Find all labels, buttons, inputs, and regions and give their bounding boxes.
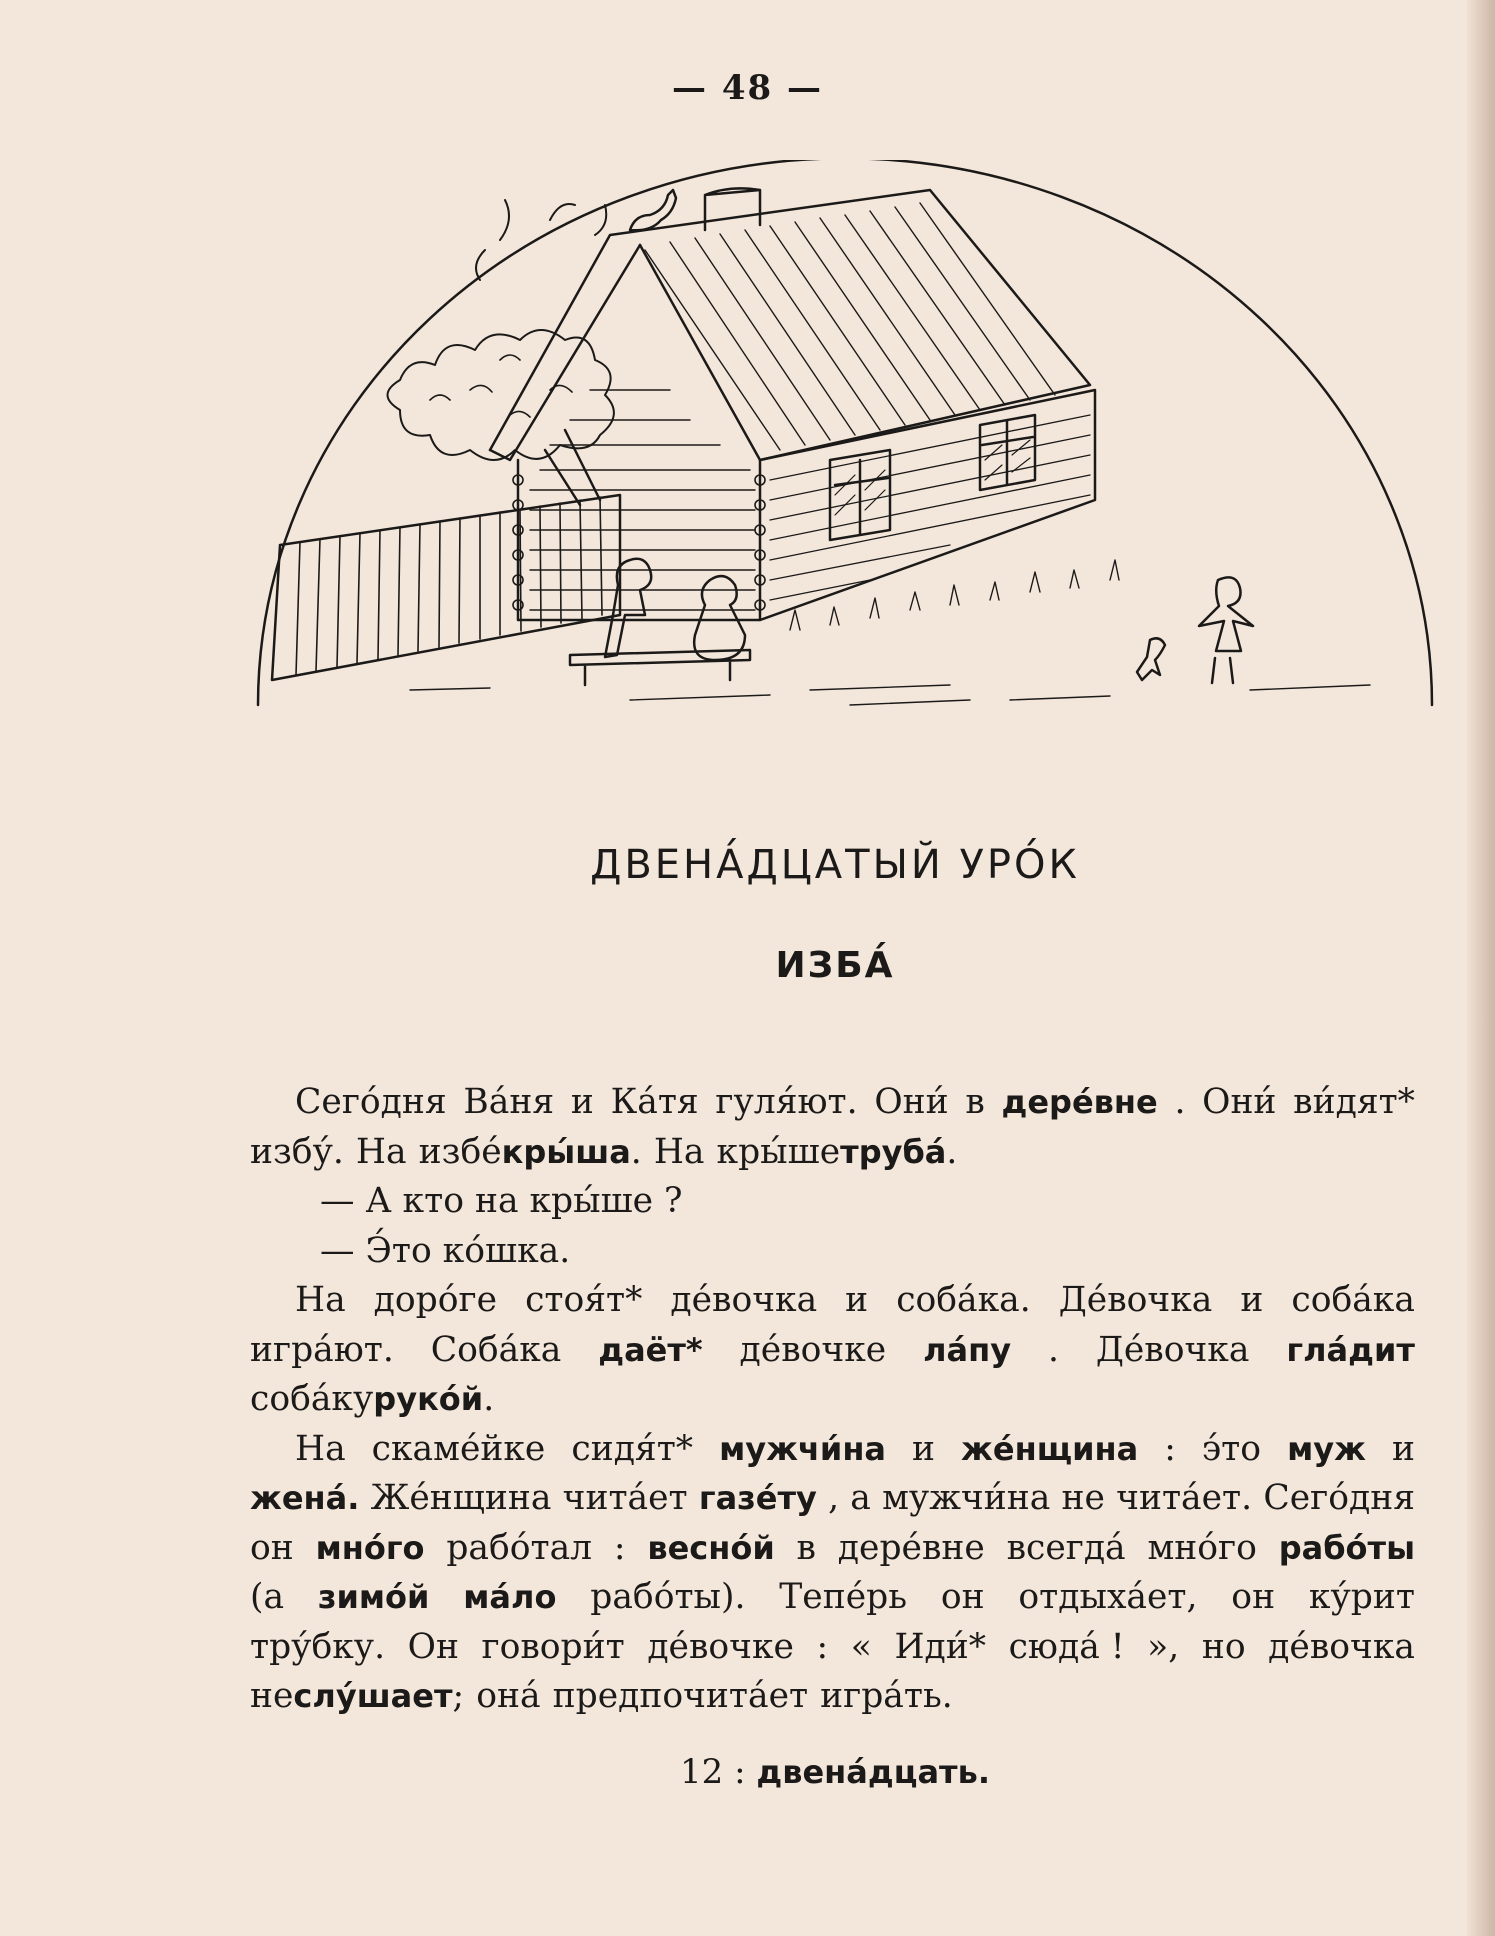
bold-word: же́нщина: [961, 1429, 1139, 1468]
bold-word: муж: [1287, 1429, 1366, 1468]
word: :: [613, 1527, 626, 1568]
word: но: [1201, 1626, 1246, 1667]
word: отдыха́ет,: [1018, 1577, 1198, 1617]
word: сюда́ !: [1008, 1626, 1125, 1667]
word: тру́бку.: [250, 1626, 386, 1667]
word: .: [630, 1131, 642, 1172]
bold-word: рабо́ты: [1278, 1528, 1415, 1567]
word: .: [483, 1379, 495, 1419]
word: и: [1391, 1428, 1415, 1469]
word: Он: [407, 1626, 459, 1667]
word: рабо́ты).: [590, 1577, 746, 1617]
word: доро́ге: [373, 1280, 498, 1320]
word: Тепе́рь: [779, 1577, 907, 1617]
numeral-word: двена́дцать.: [756, 1753, 990, 1791]
text-line: [250, 1078, 1415, 1128]
word: де́вочке: [739, 1329, 887, 1370]
text-line: [250, 1524, 1415, 1574]
text-line: [250, 1375, 1415, 1425]
word: Де́вочка: [1095, 1329, 1250, 1370]
bold-word: зимо́й: [317, 1578, 430, 1616]
word: (а: [250, 1577, 285, 1617]
word: «: [850, 1626, 872, 1667]
word: :: [1164, 1428, 1176, 1469]
bold-word: жена́.: [250, 1479, 360, 1517]
lesson-subtitle: ИЗБА́: [775, 945, 895, 986]
numeral-digit: 12 :: [680, 1752, 746, 1792]
text-line: [250, 1425, 1415, 1475]
bold-word: дере́вне: [1001, 1083, 1158, 1121]
word: соба́ку: [250, 1379, 374, 1419]
word: ,: [828, 1478, 840, 1518]
word: — А кто на кры́ше ?: [320, 1181, 683, 1221]
word: она́: [476, 1676, 541, 1716]
bold-word: весно́й: [647, 1528, 775, 1567]
word: — Э́то ко́шка.: [320, 1230, 571, 1271]
word: избу́.: [250, 1131, 344, 1172]
bold-word: слу́шает: [293, 1677, 453, 1715]
numeral-line: [0, 1752, 1495, 1792]
word: э́то: [1201, 1428, 1262, 1469]
bold-word: газе́ту: [698, 1479, 817, 1517]
word: он: [250, 1527, 294, 1568]
bold-word: ла́пу: [923, 1330, 1012, 1369]
word: не: [250, 1676, 294, 1716]
text-line: [250, 1276, 1415, 1326]
lesson-title: ДВЕНА́ДЦАТЫЙ УРО́К: [590, 842, 1080, 888]
word: он: [940, 1577, 985, 1617]
word: Ка́тя: [610, 1082, 699, 1122]
village-house-illustration: [250, 160, 1440, 720]
word: и: [570, 1082, 594, 1122]
word: не: [1061, 1478, 1105, 1518]
word: кры́ше: [716, 1131, 841, 1172]
word: и: [1240, 1280, 1264, 1320]
word: говори́т: [481, 1626, 625, 1667]
word: сидя́т*: [571, 1428, 694, 1469]
dome-arc: [258, 160, 1432, 705]
word: Ва́ня: [463, 1082, 555, 1122]
word: мно́го: [1147, 1527, 1257, 1568]
word: де́вочка: [1268, 1626, 1415, 1667]
text-line: [250, 1128, 1415, 1178]
word: мужчи́на: [882, 1478, 1051, 1518]
bold-word: руко́й: [373, 1380, 484, 1418]
word: и: [912, 1428, 936, 1469]
word: Иди́*: [894, 1626, 987, 1667]
word: Соба́ка: [430, 1329, 562, 1370]
word: чита́ет.: [1116, 1478, 1253, 1518]
word: ви́дят*: [1293, 1082, 1415, 1122]
bold-word: мужчи́на: [719, 1429, 887, 1468]
word: в: [965, 1082, 985, 1122]
word: избе́: [418, 1131, 502, 1172]
word: а: [850, 1478, 871, 1518]
word: На: [295, 1428, 346, 1469]
bold-word: труба́: [840, 1132, 947, 1171]
word: он: [1231, 1577, 1276, 1617]
word: Сего́дня: [295, 1082, 447, 1122]
page-number: — 48 —: [672, 68, 823, 108]
word: соба́ка.: [896, 1280, 1031, 1320]
word: и: [845, 1280, 869, 1320]
word: гуля́ют.: [715, 1082, 858, 1122]
word: ;: [452, 1676, 465, 1716]
word: де́вочка: [670, 1280, 818, 1320]
text-line: [250, 1623, 1415, 1673]
word: чита́ет: [562, 1478, 688, 1518]
text-line: [250, 1474, 1415, 1524]
word: игра́ть.: [820, 1676, 953, 1716]
word: де́вочке: [647, 1626, 794, 1667]
word: Де́вочка: [1058, 1280, 1213, 1320]
word: Сего́дня: [1263, 1478, 1415, 1518]
word: дере́вне: [837, 1527, 985, 1568]
bold-word: ма́ло: [463, 1578, 557, 1616]
word: :: [816, 1626, 829, 1667]
word: игра́ют.: [250, 1329, 394, 1370]
bold-word: даёт*: [598, 1330, 703, 1369]
text-line: [250, 1573, 1415, 1623]
word: .: [946, 1131, 958, 1172]
word: .: [1047, 1329, 1059, 1370]
word: всегда́: [1006, 1527, 1126, 1568]
word: скаме́йке: [371, 1428, 546, 1469]
word: Они́: [874, 1082, 949, 1122]
word: »,: [1147, 1626, 1180, 1667]
text-line: [250, 1177, 1415, 1227]
bold-word: кры́ша: [501, 1132, 631, 1171]
word: стоя́т*: [525, 1280, 643, 1320]
bold-word: гла́дит: [1286, 1330, 1415, 1369]
word: в: [796, 1527, 816, 1568]
word: ку́рит: [1308, 1577, 1415, 1617]
word: Они́: [1202, 1082, 1277, 1122]
text-line: [250, 1227, 1415, 1277]
word: На: [355, 1131, 407, 1172]
lesson-text: [250, 1078, 1415, 1722]
word: .: [1174, 1082, 1186, 1122]
word: предпочита́ет: [552, 1676, 809, 1716]
text-line: [250, 1326, 1415, 1376]
bold-word: мно́го: [315, 1528, 425, 1567]
word: На: [653, 1131, 705, 1172]
word: На: [295, 1280, 346, 1320]
word: Же́нщина: [370, 1478, 552, 1518]
word: соба́ка: [1291, 1280, 1415, 1320]
word: рабо́тал: [446, 1527, 593, 1568]
text-line: [250, 1672, 1415, 1722]
